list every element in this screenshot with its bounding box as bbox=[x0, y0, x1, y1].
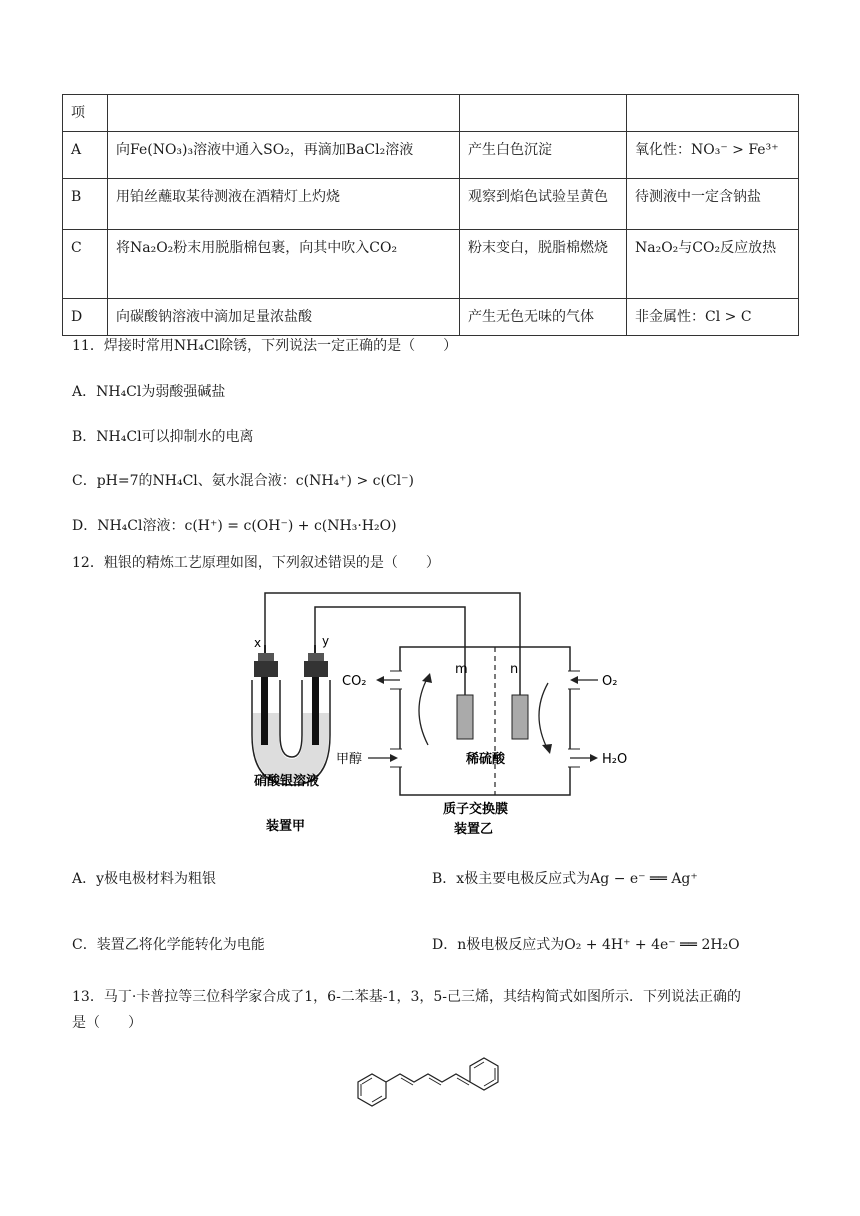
row-label: A bbox=[63, 132, 108, 179]
table-row bbox=[63, 299, 799, 336]
benzene-ring-left bbox=[358, 1074, 386, 1106]
q12-option-d: D．n极电极反应式为O₂ + 4H⁺ + 4e⁻ ══ 2H₂O bbox=[432, 937, 740, 953]
row-conclusion: 非金属性：Cl > C bbox=[627, 299, 799, 336]
header-cell bbox=[108, 95, 460, 132]
row-label: D bbox=[63, 299, 108, 336]
label-y: y bbox=[322, 634, 330, 648]
benzene-ring-right bbox=[470, 1058, 498, 1090]
row-phenomenon: 产生无色无味的气体 bbox=[460, 299, 627, 336]
header-cell bbox=[460, 95, 627, 132]
row-operation: 向碳酸钠溶液中滴加足量浓盐酸 bbox=[108, 299, 460, 336]
q11-option-a: A．NH₄Cl为弱酸强碱盐 bbox=[72, 384, 226, 400]
row-conclusion: 氧化性：NO₃⁻ > Fe³⁺ bbox=[627, 132, 799, 179]
label-x: x bbox=[254, 636, 262, 650]
header-cell bbox=[627, 95, 799, 132]
label-device-b: 装置乙 bbox=[454, 822, 494, 835]
table-row bbox=[63, 179, 799, 230]
q13-stem-line2: 是（ ） bbox=[72, 1015, 142, 1031]
row-label: B bbox=[63, 179, 108, 230]
q12-stem: 12．粗银的精炼工艺原理如图，下列叙述错误的是（ ） bbox=[72, 555, 440, 571]
q11-option-c: C．pH=7的NH₄Cl、氨水混合液：c(NH₄⁺) > c(Cl⁻) bbox=[72, 473, 414, 489]
q12-option-a: A．y极电极材料为粗银 bbox=[72, 871, 217, 887]
row-operation: 用铂丝蘸取某待测液在酒精灯上灼烧 bbox=[108, 179, 460, 230]
label-methanol: 甲醇 bbox=[336, 752, 363, 767]
label-device-a: 装置甲 bbox=[266, 819, 306, 834]
structure-formula bbox=[350, 1040, 510, 1120]
row-conclusion: 待测液中一定含钠盐 bbox=[627, 179, 799, 230]
row-conclusion: Na₂O₂与CO₂反应放热 bbox=[627, 230, 799, 299]
electrolysis-diagram bbox=[250, 585, 630, 835]
q11-stem: 11．焊接时常用NH₄Cl除锈，下列说法一定正确的是（ ） bbox=[72, 338, 458, 354]
row-operation: 将Na₂O₂粉末用脱脂棉包裹，向其中吹入CO₂ bbox=[108, 230, 460, 299]
label-m: m bbox=[455, 662, 468, 677]
q11-option-b: B．NH₄Cl可以抑制水的电离 bbox=[72, 429, 254, 445]
stopper-x bbox=[254, 661, 278, 677]
table-row bbox=[63, 132, 799, 179]
electrode-m bbox=[457, 695, 473, 739]
experiment-table bbox=[62, 94, 799, 336]
label-h2o: H₂O bbox=[602, 752, 628, 767]
table-header-row bbox=[63, 95, 799, 132]
row-operation: 向Fe(NO₃)₃溶液中通入SO₂，再滴加BaCl₂溶液 bbox=[108, 132, 460, 179]
q13-stem-line1: 13．马丁·卡普拉等三位科学家合成了1，6-二苯基-1，3，5-己三烯，其结构简式如图所示．下列说法正确的 bbox=[72, 989, 741, 1005]
label-n: n bbox=[510, 662, 519, 677]
fuel-cell-box bbox=[400, 647, 570, 795]
row-phenomenon: 粉末变白，脱脂棉燃烧 bbox=[460, 230, 627, 299]
q12-option-b: B．x极主要电极反应式为Ag − e⁻ ══ Ag⁺ bbox=[432, 871, 698, 887]
label-o2: O₂ bbox=[602, 674, 618, 689]
table-row bbox=[63, 230, 799, 299]
label-acid: 稀硫酸 bbox=[466, 752, 506, 767]
q11-option-d: D．NH₄Cl溶液：c(H⁺) = c(OH⁻) + c(NH₃·H₂O) bbox=[72, 518, 397, 534]
header-cell: 项 bbox=[63, 95, 108, 132]
row-phenomenon: 观察到焰色试验呈黄色 bbox=[460, 179, 627, 230]
electrode-x bbox=[261, 677, 268, 745]
electrode-y bbox=[312, 677, 319, 745]
row-phenomenon: 产生白色沉淀 bbox=[460, 132, 627, 179]
stopper-y bbox=[304, 661, 328, 677]
label-co2: CO₂ bbox=[342, 674, 367, 689]
row-label: C bbox=[63, 230, 108, 299]
electrode-n bbox=[512, 695, 528, 739]
label-membrane: 质子交换膜 bbox=[443, 802, 509, 817]
q12-option-c: C．装置乙将化学能转化为电能 bbox=[72, 937, 265, 953]
solution-label: 硝酸银溶液 bbox=[254, 774, 320, 789]
